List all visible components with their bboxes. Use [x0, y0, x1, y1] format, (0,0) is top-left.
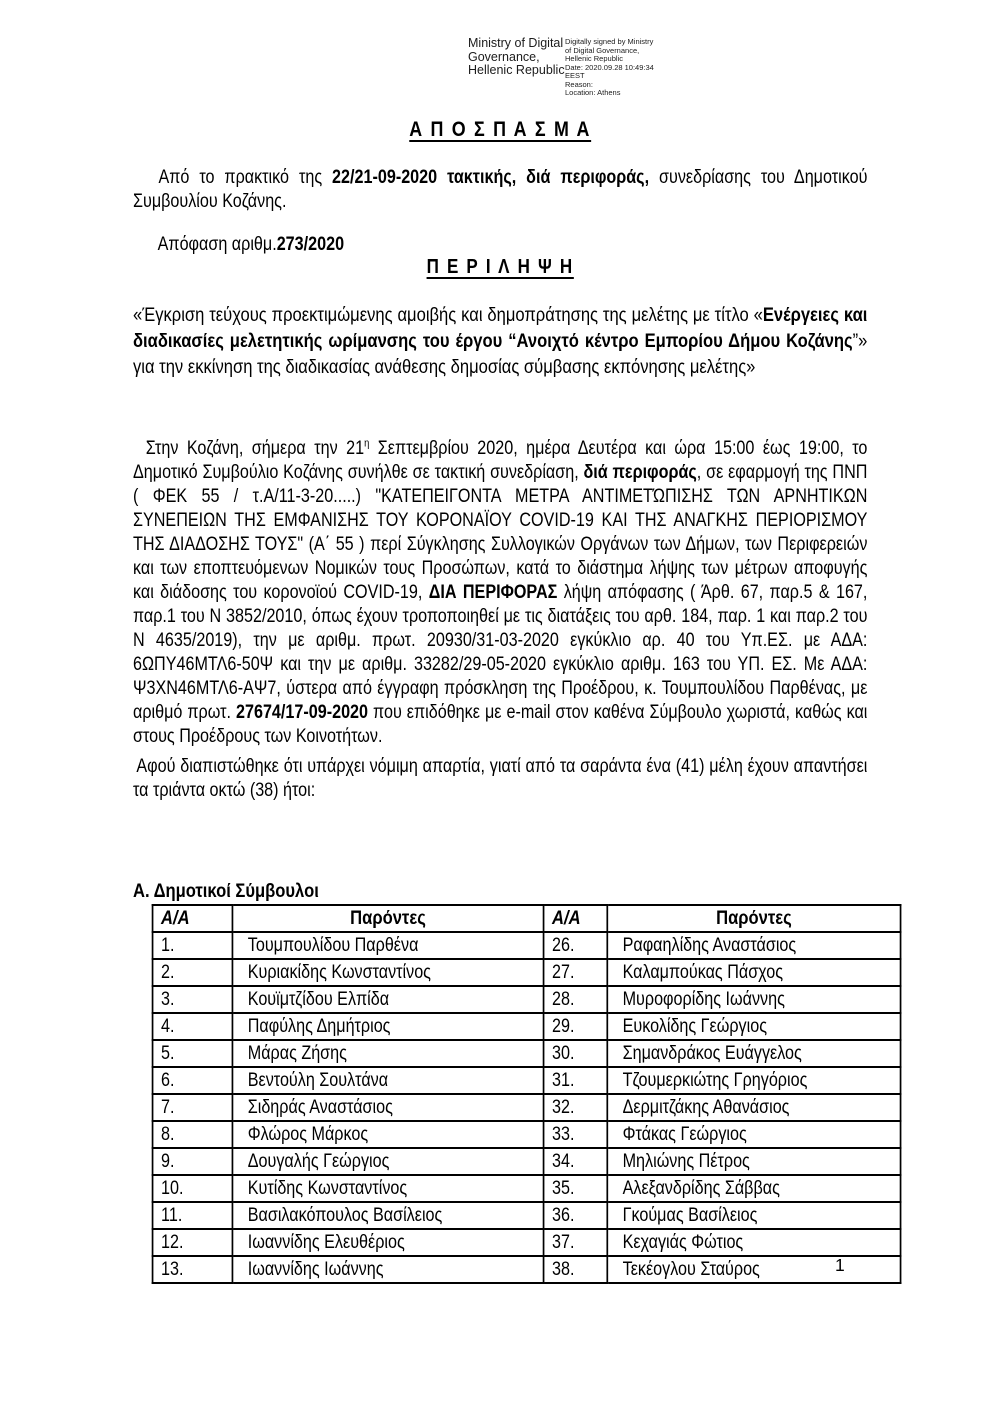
attendee-name-cell: Μυροφορίδης Ιωάννης [607, 986, 900, 1013]
attendee-name-cell: Ιωαννίδης Ελευθέριος [232, 1229, 543, 1256]
signature-line: Digitally signed by Ministry [565, 37, 654, 46]
table-row [153, 1121, 901, 1148]
signature-line: Ministry of Digital [468, 36, 564, 50]
attendee-name-cell: Τεκέογλου Σταύρος [607, 1256, 900, 1283]
attendee-name-cell: Βεντούλη Σουλτάνα [232, 1067, 543, 1094]
attendee-index-cell: 11. [153, 1202, 233, 1229]
attendee-index-cell: 10. [153, 1175, 233, 1202]
text-run: Σεπτεμβρίου 2020, ημέρα Δευτέρα και ώρα 15:00 έως 19:00, το Δημοτικό Συμβούλιο Κοζάνης συνήλθε σε τακτική συνεδρίαση, [133, 438, 868, 483]
table-row [153, 1040, 901, 1067]
quorum-paragraph [133, 755, 867, 803]
attendee-index-cell: 1. [153, 932, 233, 959]
table-row [153, 1067, 901, 1094]
summary-paragraph [133, 302, 867, 380]
signature-line: Hellenic Republic [565, 54, 623, 63]
bold-text-run: 27674/17-09-2020 [236, 702, 369, 723]
text-run: «Έγκριση τεύχους προεκτιμώμενης αμοιβής και δημοπράτησης της μελέτης με τίτλο « [133, 304, 763, 326]
attendee-name-cell: Δουγαλής Γεώργιος [232, 1148, 543, 1175]
table-row [153, 1175, 901, 1202]
bold-text-run: Ενέργειες και διαδικασίες μελετητικής ωρίμανσης του έργου “Ανοιχτό κέντρο Εμπορίου Δήμου Κοζάνης [133, 304, 868, 352]
attendee-index-cell: 34. [544, 1148, 608, 1175]
signature-line: Date: 2020.09.28 10:49:34 [565, 62, 654, 72]
attendee-index-cell: 36. [544, 1202, 608, 1229]
table-row [153, 932, 901, 959]
attendee-index-cell: 12. [153, 1229, 233, 1256]
attendee-name-cell: Ιωαννίδης Ιωάννης [232, 1256, 543, 1283]
attendee-name-cell: Τζουμερκιώτης Γρηγόριος [607, 1067, 900, 1094]
table-row [153, 1202, 901, 1229]
attendee-name-cell: Κυριακίδης Κωνσταντίνος [232, 959, 543, 986]
signature-line: of Digital Governance, [565, 45, 640, 55]
signature-line: Hellenic Republic [468, 63, 565, 77]
attendee-name-cell: Κουϊμτζίδου Ελπίδα [232, 986, 543, 1013]
attendees-table-header [153, 905, 901, 932]
body-paragraph [133, 437, 867, 749]
text-run: Αφού διαπιστώθηκε ότι υπάρχει νόμιμη απαρτία, γιατί από τα σαράντα ένα (41) μέλη έχουν απαντήσει τα τριάντα οκτώ (38) ήτοι: [133, 756, 868, 801]
attendee-index-cell: 26. [544, 932, 608, 959]
attendees-table-body [153, 932, 901, 1283]
attendee-index-cell: 8. [153, 1121, 233, 1148]
attendee-name-cell: Βασιλακόπουλος Βασίλειος [232, 1202, 543, 1229]
intro-paragraph [133, 166, 867, 214]
attendee-name-cell: Δερμιτζάκης Αθανάσιος [607, 1094, 900, 1121]
signature-line: Reason: [565, 79, 593, 89]
document-title: Α Π Ο Σ Π Α Σ Μ Α [409, 118, 592, 141]
text-run: συνεδρίασης του Δημοτικού Συμβουλίου Κοζάνης. [133, 167, 868, 212]
bold-text-run: διά περιφοράς [583, 462, 697, 483]
attendee-index-cell: 27. [544, 959, 608, 986]
col-header-present-left: Παρόντες [232, 905, 543, 932]
table-row [153, 1229, 901, 1256]
table-row [153, 1013, 901, 1040]
signature-line: EEST [565, 71, 585, 80]
attendee-name-cell: Σιδηράς Αναστάσιος [232, 1094, 543, 1121]
attendee-index-cell: 13. [153, 1256, 233, 1283]
summary-title: Π Ε Ρ Ι Λ Η Ψ Η [426, 256, 574, 278]
text-run: Στην Κοζάνη, σήμερα την 21 [145, 438, 365, 459]
text-run: , σε εφαρμογή της ΠΝΠ ( ΦΕΚ 55 / τ.Α/11-3-20.....) "ΚΑΤΕΠΕΙΓΟΝΤΑ ΜΕΤΡΑ ΑΝΤΙΜΕΤΏΠΙΣΗΣ ΤΩΝ ΑΡΝΗΤΙΚΩΝ ΣΥΝΕΠΕΙΩΝ ΤΗΣ ΕΜΦΑΝΙΣΗΣ ΤΟΥ ΚΟΡΟΝΑΪΟΥ COVID-19 ΚΑΙ ΤΗΣ ΑΝΑΓΚΗΣ ΠΕΡΙΟΡΙΣΜΟΥ ΤΗΣ ΔΙΑΔΟΣΗΣ ΤΟΥΣ" (Α΄ 55 ) περί Σύγκλησης Συλλογικών Οργάνων των Δήμων, των Περιφερειών και των εποπτευόμενων Νομικών τους Προσώπων, κατά το διάστημα λήψης των μέτρων αποφυγής και διάδοσης του κορονοϊού COVID-19, [133, 462, 868, 603]
col-header-index-left: Α/Α [153, 905, 233, 932]
attendee-name-cell: Παφύλης Δημήτριος [232, 1013, 543, 1040]
attendee-index-cell: 7. [153, 1094, 233, 1121]
table-row [153, 1256, 901, 1283]
text-run: λήψη απόφασης ( Άρθ. 67, παρ.5 & 167, παρ.1 του Ν 3852/2010, όπως έχουν τροποποιηθεί με τις διατάξεις του αρθ. 184, παρ. 1 και παρ.2 του Ν 4635/2019), την με αριθμ. πρωτ. 20930/31-03-2020 εγκύκλιο αρ. 40 του Υπ.ΕΣ. με ΑΔΑ: 6ΩΠΥ46ΜΤΛ6-50Ψ και την με αριθμ. 33282/29-05-2020 εγκύκλιο αριθμ. 163 του ΥΠ. ΕΣ. Με ΑΔΑ: Ψ3ΧΝ46ΜΤΛ6-ΑΨ7, ύστερα από έγγραφη πρόσκληση της Προέδρου, κ. Τουμπουλίδου Παρθένας, με αριθμό πρωτ. [133, 582, 868, 723]
attendee-index-cell: 4. [153, 1013, 233, 1040]
header-row [153, 905, 901, 932]
attendee-index-cell: 29. [544, 1013, 608, 1040]
bold-text-run: 22/21-09-2020 τακτικής, διά περιφοράς, [332, 167, 650, 188]
attendee-index-cell: 3. [153, 986, 233, 1013]
attendee-index-cell: 38. [544, 1256, 608, 1283]
attendee-name-cell: Φτάκας Γεώργιος [607, 1121, 900, 1148]
attendee-index-cell: 37. [544, 1229, 608, 1256]
section-heading: Α. Δημοτικοί Σύμβουλοι [133, 880, 319, 902]
bold-text-run: ΔΙΑ ΠΕΡΙΦΟΡΑΣ [428, 582, 558, 603]
attendee-name-cell: Ραφαηλίδης Αναστάσιος [607, 932, 900, 959]
text-run: ”» για την εκκίνηση της διαδικασίας ανάθεσης δημοσίας σύμβασης εκπόνησης μελέτης» [133, 330, 868, 378]
attendee-name-cell: Μηλιώνης Πέτρος [607, 1148, 900, 1175]
text-run: που επιδόθηκε με e-mail στον καθένα Σύμβουλο χωριστά, καθώς και στους Προέδρους των Κοινοτήτων. [133, 702, 868, 747]
table-row [153, 1094, 901, 1121]
bold-text-run: 273/2020 [276, 234, 345, 255]
attendee-name-cell: Τουμπουλίδου Παρθένα [232, 932, 543, 959]
table-row [153, 1148, 901, 1175]
attendee-index-cell: 30. [544, 1040, 608, 1067]
attendee-index-cell: 33. [544, 1121, 608, 1148]
attendee-index-cell: 6. [153, 1067, 233, 1094]
col-header-present-right: Παρόντες [607, 905, 900, 932]
document-content [133, 0, 900, 1413]
attendee-name-cell: Κεχαγιάς Φώτιος [607, 1229, 900, 1256]
attendee-index-cell: 2. [153, 959, 233, 986]
signature-line: Location: Athens [565, 88, 621, 97]
attendee-index-cell: 32. [544, 1094, 608, 1121]
attendee-name-cell: Αλεξανδρίδης Σάββας [607, 1175, 900, 1202]
attendee-index-cell: 35. [544, 1175, 608, 1202]
signature-line: Governance, [468, 49, 540, 64]
attendee-index-cell: 9. [153, 1148, 233, 1175]
attendee-name-cell: Γκούμας Βασίλειος [607, 1202, 900, 1229]
body-block [133, 437, 867, 803]
attendee-name-cell: Φλώρος Μάρκος [232, 1121, 543, 1148]
attendee-name-cell: Σημανδράκος Ευάγγελος [607, 1040, 900, 1067]
attendee-name-cell: Μάρας Ζήσης [232, 1040, 543, 1067]
attendee-index-cell: 31. [544, 1067, 608, 1094]
attendees-table [152, 904, 902, 1284]
table-row [153, 959, 901, 986]
table-row [153, 986, 901, 1013]
attendee-index-cell: 28. [544, 986, 608, 1013]
attendee-name-cell: Καλαμπούκας Πάσχος [607, 959, 900, 986]
attendee-name-cell: Κυτίδης Κωνσταντίνος [232, 1175, 543, 1202]
text-run: Από το πρακτικό της [158, 167, 333, 188]
text-run: Απόφαση αριθμ. [157, 234, 277, 255]
col-header-index-right: Α/Α [544, 905, 608, 932]
attendee-index-cell: 5. [153, 1040, 233, 1067]
decision-number-line [133, 233, 867, 257]
superscript-run: η [364, 437, 370, 450]
page-number: 1 [835, 1255, 845, 1275]
attendee-name-cell: Ευκολίδης Γεώργιος [607, 1013, 900, 1040]
